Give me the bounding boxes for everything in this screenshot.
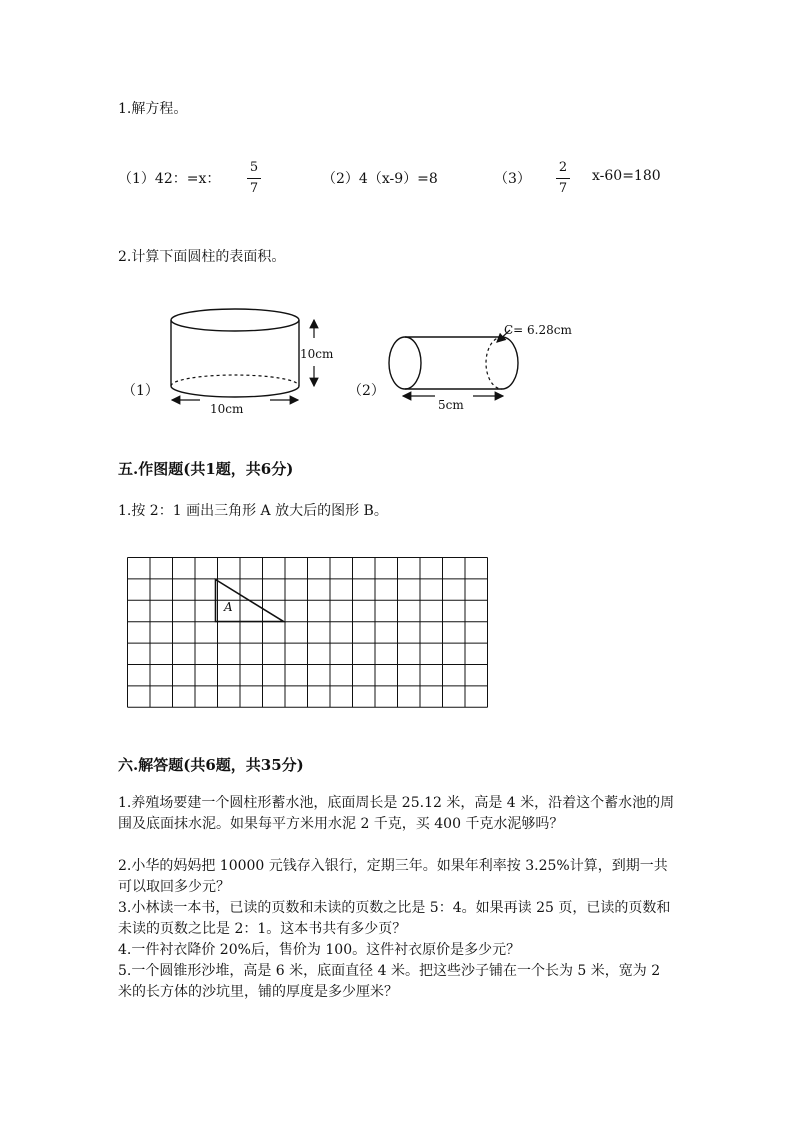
- problem-5: 5.一个圆锥形沙堆，高是 6 米，底面直径 4 米。把这些沙子铺在一个长为 5 米，宽为 2 米的长方体的沙坑里，铺的厚度是多少厘米？: [118, 963, 661, 1000]
- triangle-a-label: A: [224, 600, 233, 614]
- problem-2: 2.小华的妈妈把 10000 元钱存入银行，定期三年。如果年利率按 3.25%计算，到期一共可以取回多少元？: [118, 858, 668, 895]
- fraction-numerator: 5: [249, 160, 259, 175]
- equation-3-suffix: x-60=180: [592, 168, 661, 184]
- q1-title: 1.解方程。: [118, 101, 188, 117]
- equation-3-label: （3）: [494, 171, 531, 187]
- drawing-grid: [127, 557, 489, 709]
- equation-1-fraction: [247, 161, 261, 196]
- figure-2-label: （2）: [348, 383, 385, 399]
- figure-1-label: （1）: [122, 383, 159, 399]
- cylinder-2-length-label: 5cm: [438, 398, 464, 412]
- equation-2: （2）4（x-9）=8: [322, 171, 438, 187]
- q2-title: 2.计算下面圆柱的表面积。: [118, 249, 286, 265]
- fraction-numerator: 2: [558, 160, 568, 175]
- equation-3-fraction: [556, 161, 570, 196]
- section-6-heading: 六.解答题(共6题，共35分): [118, 756, 304, 774]
- fraction-denominator: 7: [249, 181, 259, 196]
- cylinder-2-circumference-label: C= 6.28cm: [504, 323, 572, 337]
- cylinder-1-diameter-label: 10cm: [210, 402, 244, 416]
- problem-3: 3.小林读一本书，已读的页数和未读的页数之比是 5：4。如果再读 25 页，已读的页数和未读的页数之比是 2：1。这本书共有多少页？: [118, 900, 671, 937]
- section-5-heading: 五.作图题(共1题，共6分): [118, 460, 294, 478]
- equation-1-label: （1）42：=x：: [118, 171, 221, 187]
- problem-4: 4.一件衬衣降价 20%后，售价为 100。这件衬衣原价是多少元？: [118, 942, 521, 958]
- grid-lines: [128, 558, 488, 708]
- problem-1: 1.养殖场要建一个圆柱形蓄水池，底面周长是 25.12 米，高是 4 米，沿着这个蓄水池的周围及底面抹水泥。如果每平方米用水泥 2 千克，买 400 千克水泥够吗？: [118, 795, 675, 832]
- cylinder-1-height-label: 10cm: [300, 347, 334, 361]
- fraction-denominator: 7: [558, 181, 568, 196]
- section-5-question-1: 1.按 2：1 画出三角形 A 放大后的图形 B。: [118, 503, 388, 519]
